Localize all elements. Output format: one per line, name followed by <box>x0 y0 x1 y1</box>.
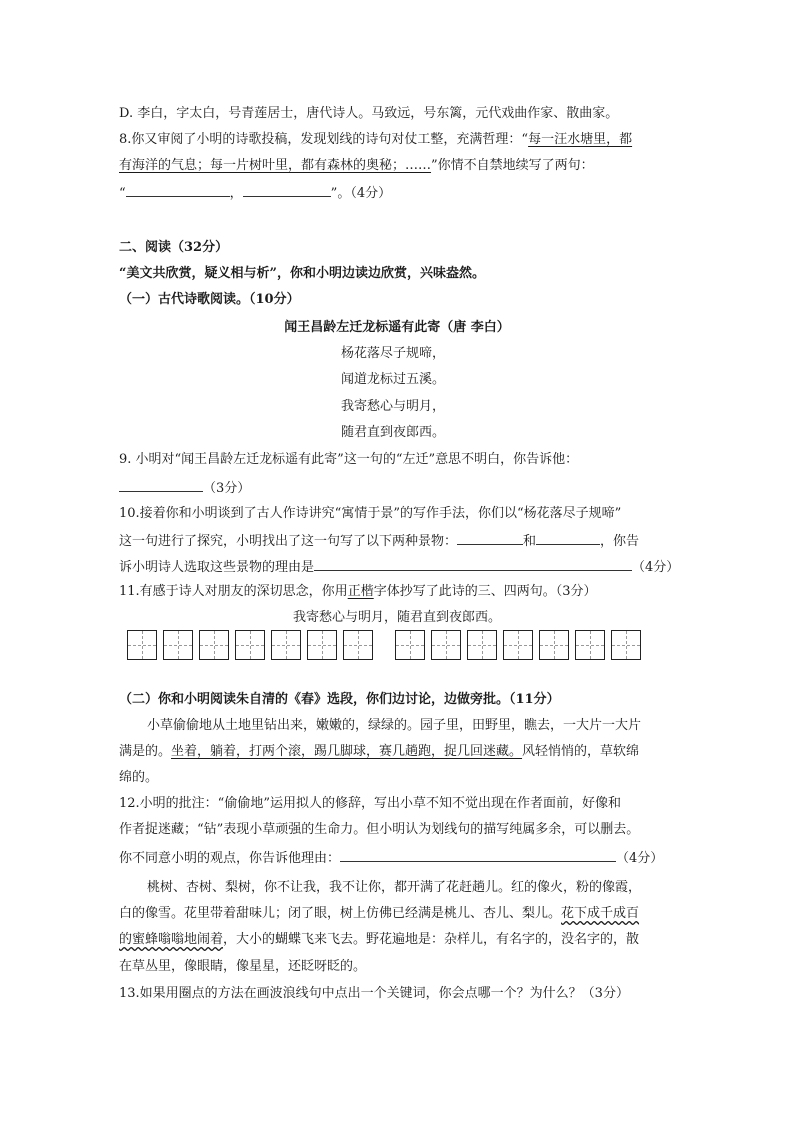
poem-line-1: 杨花落尽子规啼， <box>341 346 446 361</box>
question-8-line3 <box>119 182 679 204</box>
question-12-line2: 作者捉迷藏；“钻”表现小草顽强的生命力。但小明认为划线句的描写纯属多余，可以删去。 <box>119 822 640 837</box>
passage-2-wavy-2: 的蜜蜂嗡嗡地闹着 <box>119 932 224 947</box>
q10-text-c: 诉小明诗人选取这些景物的理由是 <box>119 560 315 575</box>
question-10-line2 <box>119 530 679 552</box>
q8-quote-open: “ <box>119 186 126 201</box>
q8-underlined-2: 有海洋的气息；每一片树叶里，都有森林的奥秘；…… <box>119 158 432 173</box>
grid-cell[interactable] <box>127 630 157 660</box>
q8-answer-blank-2[interactable] <box>243 182 331 197</box>
writing-grid <box>127 630 647 664</box>
part-2-title: （二）你和小明阅读朱自清的《春》选段，你们边讨论，边做旁批。（11分） <box>119 692 560 707</box>
passage-1-underlined: 坐着，躺着，打两个滚，踢几脚球，赛几趟跑，捉几回迷藏。 <box>171 744 523 759</box>
question-12-line1: 12.小明的批注：“偷偷地”运用拟人的修辞，写出小草不知不觉出现在作者面前，好像和 <box>119 796 621 811</box>
section-2-intro: “美文共欣赏，疑义相与析”，你和小明边读边欣赏，兴味盎然。 <box>119 266 485 281</box>
grid-cell[interactable] <box>611 630 641 660</box>
q11-text-b: 字体抄写了此诗的三、四两句。（3分） <box>373 584 597 599</box>
question-8-line1 <box>119 130 679 150</box>
part-1-title: （一）古代诗歌阅读。（10分） <box>119 292 300 307</box>
q10-and: 和 <box>523 534 537 549</box>
question-10-line1: 10.接着你和小明谈到了古人作诗讲究“寓情于景”的写作手法，你们以“杨花落尽子规啼” <box>119 506 622 521</box>
question-9-answer-line <box>119 477 679 499</box>
q12-text: 你不同意小明的观点，你告诉他理由： <box>119 851 341 866</box>
grid-cell[interactable] <box>395 630 425 660</box>
q10-blank-1[interactable] <box>457 530 523 545</box>
q11-underlined: 正楷 <box>347 584 374 599</box>
grid-cell[interactable] <box>343 630 373 660</box>
q9-score: （3分） <box>203 481 251 496</box>
question-8-line2 <box>119 156 679 176</box>
grid-cell[interactable] <box>503 630 533 660</box>
question-13: 13.如果用圈点的方法在画波浪线句中点出一个关键词，你会点哪一个？为什么？（3分） <box>119 986 629 1001</box>
q8-text: 8.你又审阅了小明的诗歌投稿，发现划线的诗句对仗工整，充满哲理：“ <box>119 132 529 147</box>
passage-2-text-b: ，大小的蝴蝶飞来飞去。野花遍地是：杂样儿，有名字的，没名字的，散 <box>223 932 640 947</box>
passage-1-line1: 小草偷偷地从土地里钻出来，嫩嫩的，绿绿的。园子里，田野里，瞧去，一大片一大片 <box>147 718 642 733</box>
poem-line-2: 闻道龙标过五溪。 <box>341 372 446 387</box>
grid-cell[interactable] <box>307 630 337 660</box>
passage-1-line2 <box>119 742 679 762</box>
q10-text-b: ，你告 <box>600 534 640 549</box>
passage-2-line4: 在草丛里，像眼睛，像星星，还眨呀眨的。 <box>119 959 367 974</box>
q12-score: （4分） <box>616 851 664 866</box>
grid-cell[interactable] <box>575 630 605 660</box>
question-10-line3 <box>119 556 679 578</box>
grid-cell[interactable] <box>199 630 229 660</box>
grid-cell[interactable] <box>235 630 265 660</box>
poem-line-4: 随君直到夜郎西。 <box>341 425 446 440</box>
option-d: D. 李白，字太白，号青莲居士，唐代诗人。马致远，号东篱，元代戏曲作家、散曲家。 <box>119 106 619 121</box>
grid-cell[interactable] <box>163 630 193 660</box>
poem-title: 闻王昌龄左迁龙标遥有此寄（唐 李白） <box>284 320 510 335</box>
q8-answer-blank-1[interactable] <box>126 182 230 197</box>
q12-answer-blank[interactable] <box>340 847 616 862</box>
grid-cell[interactable] <box>539 630 569 660</box>
poem-line-3: 我寄愁心与明月， <box>341 399 446 414</box>
q8-underlined: 每一汪水塘里，都 <box>528 132 633 147</box>
passage-2-text: 白的像雪。花里带着甜味儿；闭了眼，树上仿佛已经满是桃儿、杏儿、梨儿。 <box>119 906 562 921</box>
grid-cell[interactable] <box>467 630 497 660</box>
passage-2-line3 <box>119 930 679 950</box>
passage-1-text-b: 风轻悄悄的，草软绵 <box>522 744 640 759</box>
grid-cell[interactable] <box>271 630 301 660</box>
q10-score: （4分） <box>632 560 680 575</box>
q8-score: ”。（4分） <box>330 186 392 201</box>
q10-blank-2[interactable] <box>536 530 600 545</box>
passage-2-line1: 桃树、杏树、梨树，你不让我，我不让你，都开满了花赶趟儿。红的像火，粉的像霞， <box>147 880 642 895</box>
q9-answer-blank[interactable] <box>119 477 203 492</box>
q10-blank-3[interactable] <box>314 556 632 571</box>
q10-text: 这一句进行了探究，小明找出了这一句写了以下两种景物： <box>119 534 458 549</box>
passage-1-line3: 绵的。 <box>119 770 159 785</box>
question-11 <box>119 582 679 602</box>
passage-2-line2 <box>119 904 679 924</box>
grid-cell[interactable] <box>431 630 461 660</box>
q11-text-a: 11.有感于诗人对朋友的深切思念，你用 <box>119 584 348 599</box>
passage-2-wavy: 花下成千成百 <box>561 906 640 921</box>
passage-1-text: 满是的。 <box>119 744 172 759</box>
q8-comma: ， <box>229 186 243 201</box>
question-9: 9. 小明对“闻王昌龄左迁龙标遥有此寄”这一句的“左迁”意思不明白，你告诉他： <box>119 452 579 467</box>
question-12-line3 <box>119 847 679 869</box>
q8-text-2: ”你情不自禁地续写了两句： <box>431 158 594 173</box>
section-2-title: 二、阅读（32分） <box>119 240 229 255</box>
q11-model-text: 我寄愁心与明月，随君直到夜郎西。 <box>292 610 501 625</box>
